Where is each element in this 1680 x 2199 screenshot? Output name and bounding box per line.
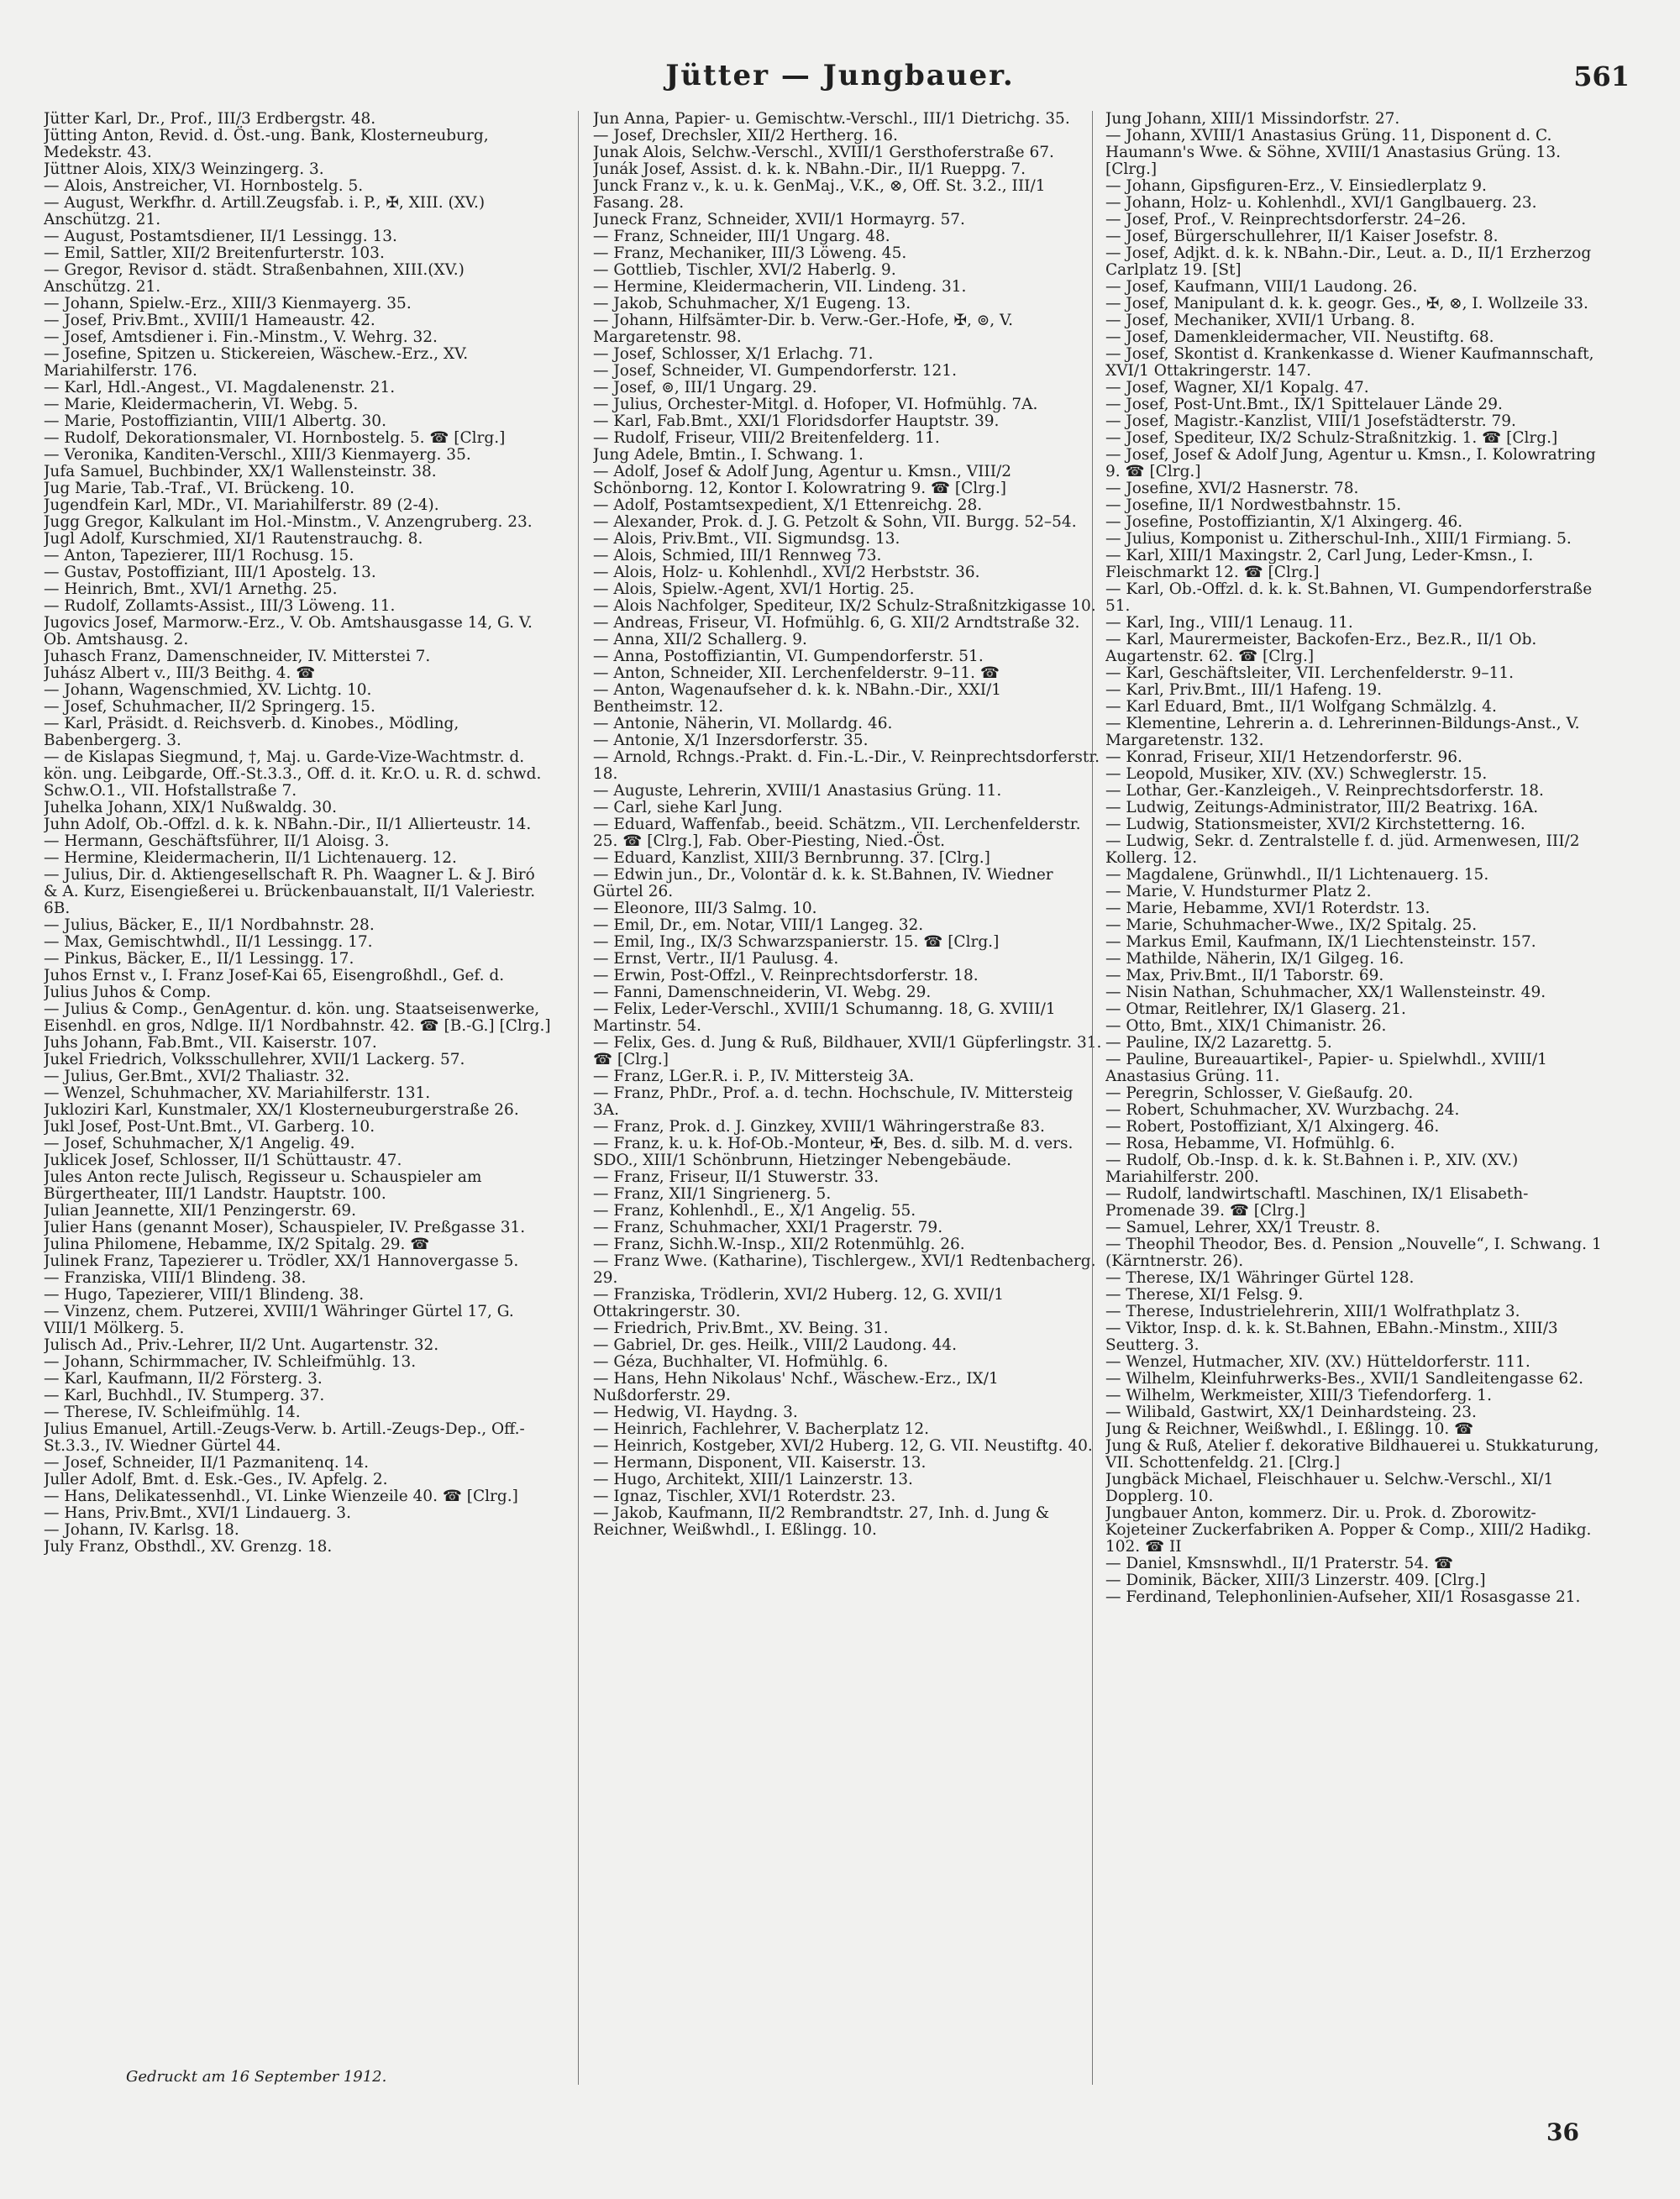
directory-entry: — Rudolf, Friseur, VIII/2 Breitenfelderg. 11.: [593, 429, 940, 447]
directory-entry: — Klementine, Lehrerin a. d. Lehrerinnen-Bildungs-Anst., V. Margaretenstr. 132.: [1105, 715, 1580, 749]
directory-entry: Julier Hans (genannt Moser), Schauspieler, IV. Preßgasse 31.: [44, 1219, 526, 1236]
directory-entry: — Josef, Manipulant d. k. k. geogr. Ges., ✠, ⊗, I. Wollzeile 33.: [1105, 295, 1588, 312]
directory-entry: — Therese, XI/1 Felsg. 9.: [1105, 1286, 1304, 1304]
directory-entry: — Antonie, Näherin, VI. Mollardg. 46.: [593, 715, 893, 732]
directory-entry: Jufa Samuel, Buchbinder, XX/1 Wallensteinstr. 38.: [44, 463, 437, 480]
directory-entry: July Franz, Obsthdl., XV. Grenzg. 18.: [44, 1538, 333, 1556]
directory-entry: — Franz, PhDr., Prof. a. d. techn. Hochschule, IV. Mittersteig 3A.: [593, 1084, 1074, 1119]
directory-entry: — Anton, Wagenaufseher d. k. k. NBahn.-Dir., XXI/1 Bentheimstr. 12.: [593, 681, 1002, 716]
directory-entry: — Johann, Schirmmacher, IV. Schleifmühlg. 13.: [44, 1353, 417, 1371]
directory-entry: Julius Emanuel, Artill.-Zeugs-Verw. b. Artill.-Zeugs-Dep., Off.-St.3.3., IV. Wiedner Gürtel 44.: [44, 1420, 525, 1455]
directory-entry: — Heinrich, Kostgeber, XVI/2 Huberg. 12, G. VII. Neustiftg. 40.: [593, 1437, 1093, 1455]
directory-entry: — Therese, IX/1 Währinger Gürtel 128.: [1105, 1269, 1415, 1287]
directory-entry: Juhn Adolf, Ob.-Offzl. d. k. k. NBahn.-Dir., II/1 Allierteustr. 14.: [44, 816, 532, 833]
directory-entry: — Alois Nachfolger, Spediteur, IX/2 Schulz-Straßnitzkigasse 10.: [593, 597, 1096, 615]
directory-entry: — Daniel, Kmsnswhdl., II/1 Praterstr. 54. ☎: [1105, 1555, 1454, 1572]
directory-entry: Jug Marie, Tab.-Traf., VI. Brückeng. 10.: [44, 480, 355, 497]
directory-entry: Jüttner Alois, XIX/3 Weinzingerg. 3.: [44, 160, 324, 178]
directory-entry: — Peregrin, Schlosser, V. Gießaufg. 20.: [1105, 1084, 1414, 1102]
directory-entry: — Franz Wwe. (Katharine), Tischlergew., XVI/1 Redtenbacherg. 29.: [593, 1252, 1096, 1287]
column-divider: [578, 111, 579, 2085]
directory-entry: — Fanni, Damenschneiderin, VI. Webg. 29.: [593, 984, 932, 1001]
directory-entry: — Josef, Schlosser, X/1 Erlachg. 71.: [593, 345, 874, 363]
directory-entry: — Karl, Priv.Bmt., III/1 Hafeng. 19.: [1105, 681, 1383, 699]
directory-entry: — Rudolf, landwirtschaftl. Maschinen, IX/1 Elisabeth-Promenade 39. ☎ [Clrg.]: [1105, 1185, 1529, 1220]
directory-entry: Julian Jeannette, XII/1 Penzingerstr. 69.: [44, 1202, 357, 1220]
directory-entry: — Franz, XII/1 Singrienerg. 5.: [593, 1185, 832, 1203]
directory-entry: — Adolf, Postamtsexpedient, X/1 Ettenreichg. 28.: [593, 496, 983, 514]
directory-entry: — Julius & Comp., GenAgentur. d. kön. ung. Staatseisenwerke, Eisenhdl. en gros, Ndlge. II/1 Nordbahnstr. 42. ☎ [B.-G.] [Clrg.]: [44, 1000, 551, 1035]
directory-entry: — Arnold, Rchngs.-Prakt. d. Fin.-L.-Dir., V. Reinprechtsdorferstr. 18.: [593, 748, 1100, 783]
column-divider: [1092, 111, 1093, 2085]
directory-entry: — Wenzel, Schuhmacher, XV. Mariahilferstr. 131.: [44, 1084, 431, 1102]
directory-entry: — Josef, Schuhmacher, X/1 Angelig. 49.: [44, 1135, 355, 1152]
directory-entry: — Karl, Buchhdl., IV. Stumperg. 37.: [44, 1387, 325, 1404]
directory-entry: — Josef, Drechsler, XII/2 Hertherg. 16.: [593, 127, 898, 144]
directory-entry: — Josefine, XVI/2 Hasnerstr. 78.: [1105, 480, 1359, 497]
directory-entry: — Wilhelm, Werkmeister, XIII/3 Tiefendorferg. 1.: [1105, 1387, 1492, 1404]
directory-entry: Jütter Karl, Dr., Prof., III/3 Erdbergstr. 48.: [44, 111, 376, 128]
directory-entry: Jung & Reichner, Weißwhdl., I. Eßlingg. 10. ☎: [1105, 1420, 1474, 1438]
directory-entry: — Hermine, Kleidermacherin, II/1 Lichtenauerg. 12.: [44, 849, 457, 867]
directory-entry: — Therese, IV. Schleifmühlg. 14.: [44, 1404, 301, 1421]
directory-entry: — Marie, Hebamme, XVI/1 Roterdstr. 13.: [1105, 900, 1431, 917]
directory-entry: Juhasch Franz, Damenschneider, IV. Mitterstei 7.: [44, 648, 431, 665]
directory-entry: — Gabriel, Dr. ges. Heilk., VIII/2 Laudong. 44.: [593, 1336, 957, 1354]
directory-entry: — Wilhelm, Kleinfuhrwerks-Bes., XVII/1 Sandleitengasse 62.: [1105, 1370, 1583, 1388]
directory-entry: — Rudolf, Ob.-Insp. d. k. k. St.Bahnen i. P., XIV. (XV.) Mariahilferstr. 200.: [1105, 1152, 1519, 1186]
directory-entry: Jugendfein Karl, MDr., VI. Mariahilferstr. 89 (2-4).: [44, 496, 439, 514]
directory-entry: — Josef, Prof., V. Reinprechtsdorferstr. 24–26.: [1105, 211, 1467, 228]
directory-entry: — Julius, Bäcker, E., II/1 Nordbahnstr. 28.: [44, 916, 375, 934]
directory-entry: — de Kislapas Siegmund, †, Maj. u. Garde-Vize-Wachtmstr. d. kön. ung. Leibgarde, Off.-St.3.3., Off. d. it. Kr.O. u. R. d. schwd. Schw.O.1., VII. Hofstallstraße 7.: [44, 748, 542, 800]
directory-column-1: [44, 111, 553, 2085]
directory-entry: — Franz, Schneider, III/1 Ungarg. 48.: [593, 228, 890, 245]
directory-entry: — Eleonore, III/3 Salmg. 10.: [593, 900, 817, 917]
directory-entry: — Josefine, Postoffiziantin, X/1 Alxingerg. 46.: [1105, 513, 1463, 531]
directory-entry: — Ignaz, Tischler, XVI/1 Roterdstr. 23.: [593, 1488, 896, 1505]
directory-entry: Jugl Adolf, Kurschmied, XI/1 Rautenstrauchg. 8.: [44, 530, 423, 548]
directory-entry: — Josef, Bürgerschullehrer, II/1 Kaiser Josefstr. 8.: [1105, 228, 1499, 245]
directory-entry: — Johann, XVIII/1 Anastasius Grüng. 11, Disponent d. C. Haumann's Wwe. & Söhne, XVIII/1 Anastasius Grüng. 13. [Clrg.]: [1105, 127, 1561, 178]
directory-entry: — Josef, Skontist d. Krankenkasse d. Wiener Kaufmannschaft, XVI/1 Ottakringerstr. 147.: [1105, 345, 1594, 380]
directory-entry: Juhelka Johann, XIX/1 Nußwaldg. 30.: [44, 799, 337, 816]
directory-entry: — Josefine, Spitzen u. Stickereien, Wäschew.-Erz., XV. Mariahilferstr. 176.: [44, 345, 469, 380]
directory-entry: — Franz, Schuhmacher, XXI/1 Pragerstr. 79.: [593, 1219, 943, 1236]
directory-entry: — Gottlieb, Tischler, XVI/2 Haberlg. 9.: [593, 261, 896, 279]
directory-entry: — Jakob, Schuhmacher, X/1 Eugeng. 13.: [593, 295, 911, 312]
directory-entry: — Samuel, Lehrer, XX/1 Treustr. 8.: [1105, 1219, 1381, 1236]
directory-entry: — Franz, Prok. d. J. Ginzkey, XVIII/1 Währingerstraße 83.: [593, 1118, 1045, 1136]
directory-entry: — Franz, k. u. k. Hof-Ob.-Monteur, ✠, Bes. d. silb. M. d. vers. SDO., XIII/1 Schönbrunn, Hietzinger Nebengebäude.: [593, 1135, 1074, 1169]
directory-entry: — Wenzel, Hutmacher, XIV. (XV.) Hütteldorferstr. 111.: [1105, 1353, 1530, 1371]
directory-entry: — Marie, Schuhmacher-Wwe., IX/2 Spitalg. 25.: [1105, 916, 1478, 934]
directory-entry: Jukl Josef, Post-Unt.Bmt., VI. Garberg. 10.: [44, 1118, 375, 1136]
sheet-number: 36: [1546, 2118, 1579, 2146]
directory-entry: — Julius, Komponist u. Zitherschul-Inh., XIII/1 Firmiang. 5.: [1105, 530, 1572, 548]
directory-column-2: [593, 111, 1102, 2085]
directory-entry: — Anton, Schneider, XII. Lerchenfelderstr. 9–11. ☎: [593, 664, 1000, 682]
directory-entry: — Magdalene, Grünwhdl., II/1 Lichtenauerg. 15.: [1105, 866, 1489, 884]
directory-entry: — Felix, Ges. d. Jung & Ruß, Bildhauer, XVII/1 Güpferlingstr. 31. ☎ [Clrg.]: [593, 1034, 1102, 1068]
directory-entry: Julinek Franz, Tapezierer u. Trödler, XX/1 Hannovergasse 5.: [44, 1252, 519, 1270]
directory-entry: Jun Anna, Papier- u. Gemischtw.-Verschl., III/1 Dietrichg. 35.: [593, 111, 1070, 128]
print-date-note: Gedruckt am 16 September 1912.: [126, 2068, 387, 2086]
directory-entry: — Karl, Ob.-Offzl. d. k. k. St.Bahnen, VI. Gumpendorferstraße 51.: [1105, 580, 1593, 615]
directory-entry: — Julius, Dir. d. Aktiengesellschaft R. Ph. Waagner L. & J. Biró & A. Kurz, Eisengießerei u. Brückenbauanstalt, II/1 Valeriestr. 6B.: [44, 866, 536, 917]
directory-entry: — Anna, XII/2 Schallerg. 9.: [593, 631, 807, 648]
directory-entry: — Robert, Schuhmacher, XV. Wurzbachg. 24.: [1105, 1101, 1460, 1119]
directory-entry: — Julius, Ger.Bmt., XVI/2 Thaliastr. 32.: [44, 1068, 350, 1085]
directory-entry: — Josef, ⊚, III/1 Ungarg. 29.: [593, 379, 817, 396]
directory-entry: — Josef, Mechaniker, XVII/1 Urbang. 8.: [1105, 312, 1415, 329]
page-number: 561: [1573, 60, 1630, 92]
directory-entry: — Jakob, Kaufmann, II/2 Rembrandtstr. 27, Inh. d. Jung & Reichner, Weißwhdl., I. Eßlingg. 10.: [593, 1504, 1050, 1539]
directory-entry: — Josef, Wagner, XI/1 Kopalg. 47.: [1105, 379, 1369, 396]
directory-entry: Juller Adolf, Bmt. d. Esk.-Ges., IV. Apfelg. 2.: [44, 1471, 388, 1488]
directory-entry: Junák Josef, Assist. d. k. k. NBahn.-Dir., II/1 Rueppg. 7.: [593, 160, 1026, 178]
directory-entry: — Josef, Schneider, II/1 Pazmanitenq. 14.: [44, 1454, 370, 1472]
directory-entry: — Marie, Postoffiziantin, VIII/1 Albertg. 30.: [44, 412, 386, 430]
directory-entry: — Franz, Kohlenhdl., E., X/1 Angelig. 55.: [593, 1202, 916, 1220]
directory-entry: — Ludwig, Zeitungs-Administrator, III/2 Beatrixg. 16A.: [1105, 799, 1539, 816]
directory-entry: — Anton, Tapezierer, III/1 Rochusg. 15.: [44, 547, 354, 564]
directory-entry: Julisch Ad., Priv.-Lehrer, II/2 Unt. Augartenstr. 32.: [44, 1336, 439, 1354]
directory-entry: — Erwin, Post-Offzl., V. Reinprechtsdorferstr. 18.: [593, 967, 979, 984]
directory-entry: — Karl, Ing., VIII/1 Lenaug. 11.: [1105, 614, 1353, 632]
directory-entry: — Josef, Spediteur, IX/2 Schulz-Straßnitzkig. 1. ☎ [Clrg.]: [1105, 429, 1558, 447]
directory-entry: — Karl, Geschäftsleiter, VII. Lerchenfelderstr. 9–11.: [1105, 664, 1515, 682]
directory-entry: Jules Anton recte Julisch, Regisseur u. Schauspieler am Bürgertheater, III/1 Landstr. Hauptstr. 100.: [44, 1168, 482, 1203]
directory-entry: — Franziska, Trödlerin, XVI/2 Huberg. 12, G. XVII/1 Ottakringerstr. 30.: [593, 1286, 1004, 1320]
directory-entry: — August, Werkfhr. d. Artill.Zeugsfab. i. P., ✠, XIII. (XV.) Anschützg. 21.: [44, 194, 486, 228]
directory-entry: — Karl, Fab.Bmt., XXI/1 Floridsdorfer Hauptstr. 39.: [593, 412, 1000, 430]
directory-entry: Jütting Anton, Revid. d. Öst.-ung. Bank, Klosterneuburg, Medekstr. 43.: [44, 127, 489, 161]
directory-entry: — Hugo, Tapezierer, VIII/1 Blindeng. 38.: [44, 1286, 365, 1304]
directory-entry: — Géza, Buchhalter, VI. Hofmühlg. 6.: [593, 1353, 889, 1371]
directory-entry: — Auguste, Lehrerin, XVIII/1 Anastasius Grüng. 11.: [593, 782, 1002, 800]
directory-entry: — Veronika, Kanditen-Verschl., XIII/3 Kienmayerg. 35.: [44, 446, 471, 464]
directory-entry: — Hans, Delikatessenhdl., VI. Linke Wienzeile 40. ☎ [Clrg.]: [44, 1488, 518, 1505]
directory-entry: — Rosa, Hebamme, VI. Hofmühlg. 6.: [1105, 1135, 1395, 1152]
directory-entry: — Franz, Sichh.W.-Insp., XII/2 Rotenmühlg. 26.: [593, 1236, 965, 1253]
directory-entry: — Rudolf, Dekorationsmaler, VI. Hornbostelg. 5. ☎ [Clrg.]: [44, 429, 506, 447]
directory-entry: — Eduard, Waffenfab., beeid. Schätzm., VII. Lerchenfelderstr. 25. ☎ [Clrg.], Fab. Ober-Piesting, Nied.-Öst.: [593, 816, 1081, 850]
directory-entry: — Johann, Holz- u. Kohlenhdl., XVI/1 Ganglbauerg. 23.: [1105, 194, 1537, 212]
directory-entry: Jungbauer Anton, kommerz. Dir. u. Prok. d. Zborowitz-Kojeteiner Zuckerfabriken A. Popper & Comp., XIII/2 Hadikg. 102. ☎ II: [1105, 1504, 1592, 1556]
directory-entry: Jukel Friedrich, Volksschullehrer, XVII/1 Lackerg. 57.: [44, 1051, 465, 1068]
directory-entry: — Johann, Hilfsämter-Dir. b. Verw.-Ger.-Hofe, ✠, ⊚, V. Margaretenstr. 98.: [593, 312, 1014, 346]
directory-entry: — Lothar, Ger.-Kanzleigeh., V. Reinprechtsdorferstr. 18.: [1105, 782, 1544, 800]
page-header: [0, 55, 1680, 106]
directory-entry: Juhos Ernst v., I. Franz Josef-Kai 65, Eisengroßhdl., Gef. d. Julius Juhos & Comp.: [44, 967, 505, 1001]
directory-entry: — Eduard, Kanzlist, XIII/3 Bernbrunng. 37. [Clrg.]: [593, 849, 990, 867]
directory-entry: — Anna, Postoffiziantin, VI. Gumpendorferstr. 51.: [593, 648, 984, 665]
directory-entry: — Josef, Josef & Adolf Jung, Agentur u. Kmsn., I. Kolowratring 9. ☎ [Clrg.]: [1105, 446, 1596, 480]
directory-entry: — Robert, Postoffiziant, X/1 Alxingerg. 46.: [1105, 1118, 1440, 1136]
directory-entry: — Max, Priv.Bmt., II/1 Taborstr. 69.: [1105, 967, 1384, 984]
directory-entry: — Mathilde, Näherin, IX/1 Gilgeg. 16.: [1105, 950, 1404, 968]
directory-entry: — Josef, Kaufmann, VIII/1 Laudong. 26.: [1105, 278, 1418, 296]
directory-entry: — Alois, Holz- u. Kohlenhdl., XVI/2 Herbststr. 36.: [593, 564, 980, 581]
directory-entry: — Josef, Amtsdiener i. Fin.-Minstm., V. Wehrg. 32.: [44, 328, 438, 346]
directory-entry: Junck Franz v., k. u. k. GenMaj., V.K., ⊗, Off. St. 3.2., III/1 Fasang. 28.: [593, 177, 1046, 212]
directory-column-3: [1105, 111, 1614, 2085]
directory-entry: — Hans, Priv.Bmt., XVI/1 Lindauerg. 3.: [44, 1504, 351, 1522]
directory-entry: — Karl, Kaufmann, II/2 Försterg. 3.: [44, 1370, 323, 1388]
directory-entry: — Karl, Hdl.-Angest., VI. Magdalenenstr. 21.: [44, 379, 396, 396]
directory-entry: — Johann, Gipsfiguren-Erz., V. Einsiedlerplatz 9.: [1105, 177, 1487, 195]
directory-entry: Jungbäck Michael, Fleischhauer u. Selchw.-Verschl., XI/1 Dopplerg. 10.: [1105, 1471, 1554, 1505]
directory-entry: — Josef, Schuhmacher, II/2 Springerg. 15.: [44, 698, 375, 716]
directory-entry: Jung Johann, XIII/1 Missindorfstr. 27.: [1105, 111, 1400, 128]
directory-entry: — Nisin Nathan, Schuhmacher, XX/1 Wallensteinstr. 49.: [1105, 984, 1546, 1001]
directory-entry: — Marie, V. Hundsturmer Platz 2.: [1105, 883, 1372, 900]
page-title: Jütter — Jungbauer.: [665, 59, 1015, 92]
directory-entry: — Heinrich, Bmt., XVI/1 Arnethg. 25.: [44, 580, 338, 598]
directory-entry: — Karl, Präsidt. d. Reichsverb. d. Kinobes., Mödling, Babenbergerg. 3.: [44, 715, 459, 749]
directory-entry: Juklicek Josef, Schlosser, II/1 Schüttaustr. 47.: [44, 1152, 402, 1169]
directory-entry: — Leopold, Musiker, XIV. (XV.) Schweglerstr. 15.: [1105, 765, 1488, 783]
directory-entry: — Josef, Adjkt. d. k. k. NBahn.-Dir., Leut. a. D., II/1 Erzherzog Carlplatz 19. [St]: [1105, 244, 1592, 279]
directory-entry: — Pauline, IX/2 Lazarettg. 5.: [1105, 1034, 1332, 1052]
directory-entry: — Vinzenz, chem. Putzerei, XVIII/1 Währinger Gürtel 17, G. VIII/1 Mölkerg. 5.: [44, 1303, 514, 1337]
directory-entry: — Johann, Spielw.-Erz., XIII/3 Kienmayerg. 35.: [44, 295, 412, 312]
directory-entry: — Heinrich, Fachlehrer, V. Bacherplatz 12.: [593, 1420, 929, 1438]
directory-entry: Jung Adele, Bmtin., I. Schwang. 1.: [593, 446, 864, 464]
directory-entry: — Gustav, Postoffiziant, III/1 Apostelg. 13.: [44, 564, 376, 581]
directory-entry: — Emil, Sattler, XII/2 Breitenfurterstr. 103.: [44, 244, 385, 262]
directory-entry: — Josefine, II/1 Nordwestbahnstr. 15.: [1105, 496, 1402, 514]
directory-entry: Juneck Franz, Schneider, XVII/1 Hormayrg. 57.: [593, 211, 965, 228]
directory-entry: — Antonie, X/1 Inzersdorferstr. 35.: [593, 732, 869, 749]
directory-entry: — Hermann, Disponent, VII. Kaiserstr. 13.: [593, 1454, 927, 1472]
directory-entry: — Alexander, Prok. d. J. G. Petzolt & Sohn, VII. Burgg. 52–54.: [593, 513, 1077, 531]
directory-entry: — Ernst, Vertr., II/1 Paulusg. 4.: [593, 950, 839, 968]
directory-entry: — Carl, siehe Karl Jung.: [593, 799, 783, 816]
directory-entry: — Gregor, Revisor d. städt. Straßenbahnen, XIII.(XV.) Anschützg. 21.: [44, 261, 465, 296]
directory-entry: — Alois, Priv.Bmt., VII. Sigmundsg. 13.: [593, 530, 900, 548]
directory-entry: — Pinkus, Bäcker, E., II/1 Lessingg. 17.: [44, 950, 354, 968]
directory-entry: — Emil, Ing., IX/3 Schwarzspanierstr. 15. ☎ [Clrg.]: [593, 933, 1000, 951]
directory-entry: — Josef, Post-Unt.Bmt., IX/1 Spittelauer Lände 29.: [1105, 396, 1503, 413]
directory-entry: — Emil, Dr., em. Notar, VIII/1 Langeg. 32.: [593, 916, 924, 934]
directory-entry: — Alois, Spielw.-Agent, XVI/1 Hortig. 25.: [593, 580, 915, 598]
directory-entry: — Franz, Mechaniker, III/3 Löweng. 45.: [593, 244, 907, 262]
directory-entry: — Ferdinand, Telephonlinien-Aufseher, XII/1 Rosasgasse 21.: [1105, 1588, 1581, 1606]
directory-entry: — Franziska, VIII/1 Blindeng. 38.: [44, 1269, 307, 1287]
directory-entry: — Andreas, Friseur, VI. Hofmühlg. 6, G. XII/2 Arndtstraße 32.: [593, 614, 1080, 632]
directory-entry: — Theophil Theodor, Bes. d. Pension „Nouvelle“, I. Schwang. 1 (Kärntnerstr. 26).: [1105, 1236, 1602, 1270]
directory-entry: — Friedrich, Priv.Bmt., XV. Being. 31.: [593, 1320, 889, 1337]
directory-entry: — Dominik, Bäcker, XIII/3 Linzerstr. 409. [Clrg.]: [1105, 1572, 1486, 1589]
directory-entry: — Julius, Orchester-Mitgl. d. Hofoper, VI. Hofmühlg. 7A.: [593, 396, 1038, 413]
directory-entry: — Viktor, Insp. d. k. k. St.Bahnen, EBahn.-Minstm., XIII/3 Seutterg. 3.: [1105, 1320, 1558, 1354]
directory-entry: — Adolf, Josef & Adolf Jung, Agentur u. Kmsn., VIII/2 Schönborng. 12, Kontor I. Kolowratring 9. ☎ [Clrg.]: [593, 463, 1012, 497]
directory-entry: — Hermann, Geschäftsführer, II/1 Aloisg. 3.: [44, 832, 390, 850]
directory-entry: — Ludwig, Stationsmeister, XVI/2 Kirchstetterng. 16.: [1105, 816, 1525, 833]
directory-entry: — Konrad, Friseur, XII/1 Hetzendorferstr. 96.: [1105, 748, 1462, 766]
directory-entry: — Alois, Schmied, III/1 Rennweg 73.: [593, 547, 882, 564]
directory-entry: Jugg Gregor, Kalkulant im Hol.-Minstm., V. Anzengruberg. 23.: [44, 513, 533, 531]
directory-entry: — August, Postamtsdiener, II/1 Lessingg. 13.: [44, 228, 397, 245]
directory-entry: — Hermine, Kleidermacherin, VII. Lindeng. 31.: [593, 278, 967, 296]
directory-entry: — Josef, Priv.Bmt., XVIII/1 Hameaustr. 42.: [44, 312, 375, 329]
directory-entry: — Otmar, Reitlehrer, IX/1 Glaserg. 21.: [1105, 1000, 1406, 1018]
directory-entry: — Edwin jun., Dr., Volontär d. k. k. St.Bahnen, IV. Wiedner Gürtel 26.: [593, 866, 1053, 900]
directory-entry: — Hugo, Architekt, XIII/1 Lainzerstr. 13.: [593, 1471, 913, 1488]
directory-entry: — Markus Emil, Kaufmann, IX/1 Liechtensteinstr. 157.: [1105, 933, 1536, 951]
directory-entry: — Josef, Damenkleidermacher, VII. Neustiftg. 68.: [1105, 328, 1494, 346]
directory-entry: — Karl, Maurermeister, Backofen-Erz., Bez.R., II/1 Ob. Augartenstr. 62. ☎ [Clrg.]: [1105, 631, 1537, 665]
directory-entry: — Otto, Bmt., XIX/1 Chimanistr. 26.: [1105, 1017, 1387, 1035]
directory-entry: — Hans, Hehn Nikolaus' Nchf., Wäschew.-Erz., IX/1 Nußdorferstr. 29.: [593, 1370, 999, 1404]
directory-entry: Jukloziri Karl, Kunstmaler, XX/1 Klosterneuburgerstraße 26.: [44, 1101, 519, 1119]
directory-entry: — Alois, Anstreicher, VI. Hornbostelg. 5.: [44, 177, 364, 195]
directory-entry: — Pauline, Bureauartikel-, Papier- u. Spielwhdl., XVIII/1 Anastasius Grüng. 11.: [1105, 1051, 1547, 1085]
directory-entry: Jung & Ruß, Atelier f. dekorative Bildhauerei u. Stukkaturung, VII. Schottenfeldg. 21. [Clrg.]: [1105, 1437, 1599, 1472]
directory-entry: — Hedwig, VI. Haydng. 3.: [593, 1404, 798, 1421]
directory-entry: Juhs Johann, Fab.Bmt., VII. Kaiserstr. 107.: [44, 1034, 377, 1052]
directory-entry: — Ludwig, Sekr. d. Zentralstelle f. d. jüd. Armenwesen, III/2 Kollerg. 12.: [1105, 832, 1580, 867]
directory-entry: — Therese, Industrielehrerin, XIII/1 Wolfrathplatz 3.: [1105, 1303, 1520, 1320]
directory-entry: — Wilibald, Gastwirt, XX/1 Deinhardsteing. 23.: [1105, 1404, 1477, 1421]
directory-entry: Juhász Albert v., III/3 Beithg. 4. ☎: [44, 664, 316, 682]
directory-entry: — Karl Eduard, Bmt., II/1 Wolfgang Schmälzlg. 4.: [1105, 698, 1497, 716]
directory-entry: — Karl, XIII/1 Maxingstr. 2, Carl Jung, Leder-Kmsn., I. Fleischmarkt 12. ☎ [Clrg.]: [1105, 547, 1534, 581]
directory-entry: — Johann, IV. Karlsg. 18.: [44, 1521, 239, 1539]
directory-entry: Julina Philomene, Hebamme, IX/2 Spitalg. 29. ☎: [44, 1236, 430, 1253]
directory-entry: — Josef, Schneider, VI. Gumpendorferstr. 121.: [593, 362, 957, 380]
directory-entry: Junak Alois, Selchw.-Verschl., XVIII/1 Gersthoferstraße 67.: [593, 144, 1054, 161]
directory-entry: — Marie, Kleidermacherin, VI. Webg. 5.: [44, 396, 359, 413]
directory-entry: Jugovics Josef, Marmorw.-Erz., V. Ob. Amtshausgasse 14, G. V. Ob. Amtshausg. 2.: [44, 614, 533, 648]
directory-entry: — Felix, Leder-Verschl., XVIII/1 Schumanng. 18, G. XVIII/1 Martinstr. 54.: [593, 1000, 1056, 1035]
directory-entry: — Rudolf, Zollamts-Assist., III/3 Löweng. 11.: [44, 597, 396, 615]
directory-entry: — Franz, Friseur, II/1 Stuwerstr. 33.: [593, 1168, 879, 1186]
directory-entry: — Franz, LGer.R. i. P., IV. Mittersteig 3A.: [593, 1068, 915, 1085]
directory-entry: — Josef, Magistr.-Kanzlist, VIII/1 Josefstädterstr. 79.: [1105, 412, 1516, 430]
directory-entry: — Johann, Wagenschmied, XV. Lichtg. 10.: [44, 681, 372, 699]
directory-entry: — Max, Gemischtwhdl., II/1 Lessingg. 17.: [44, 933, 373, 951]
